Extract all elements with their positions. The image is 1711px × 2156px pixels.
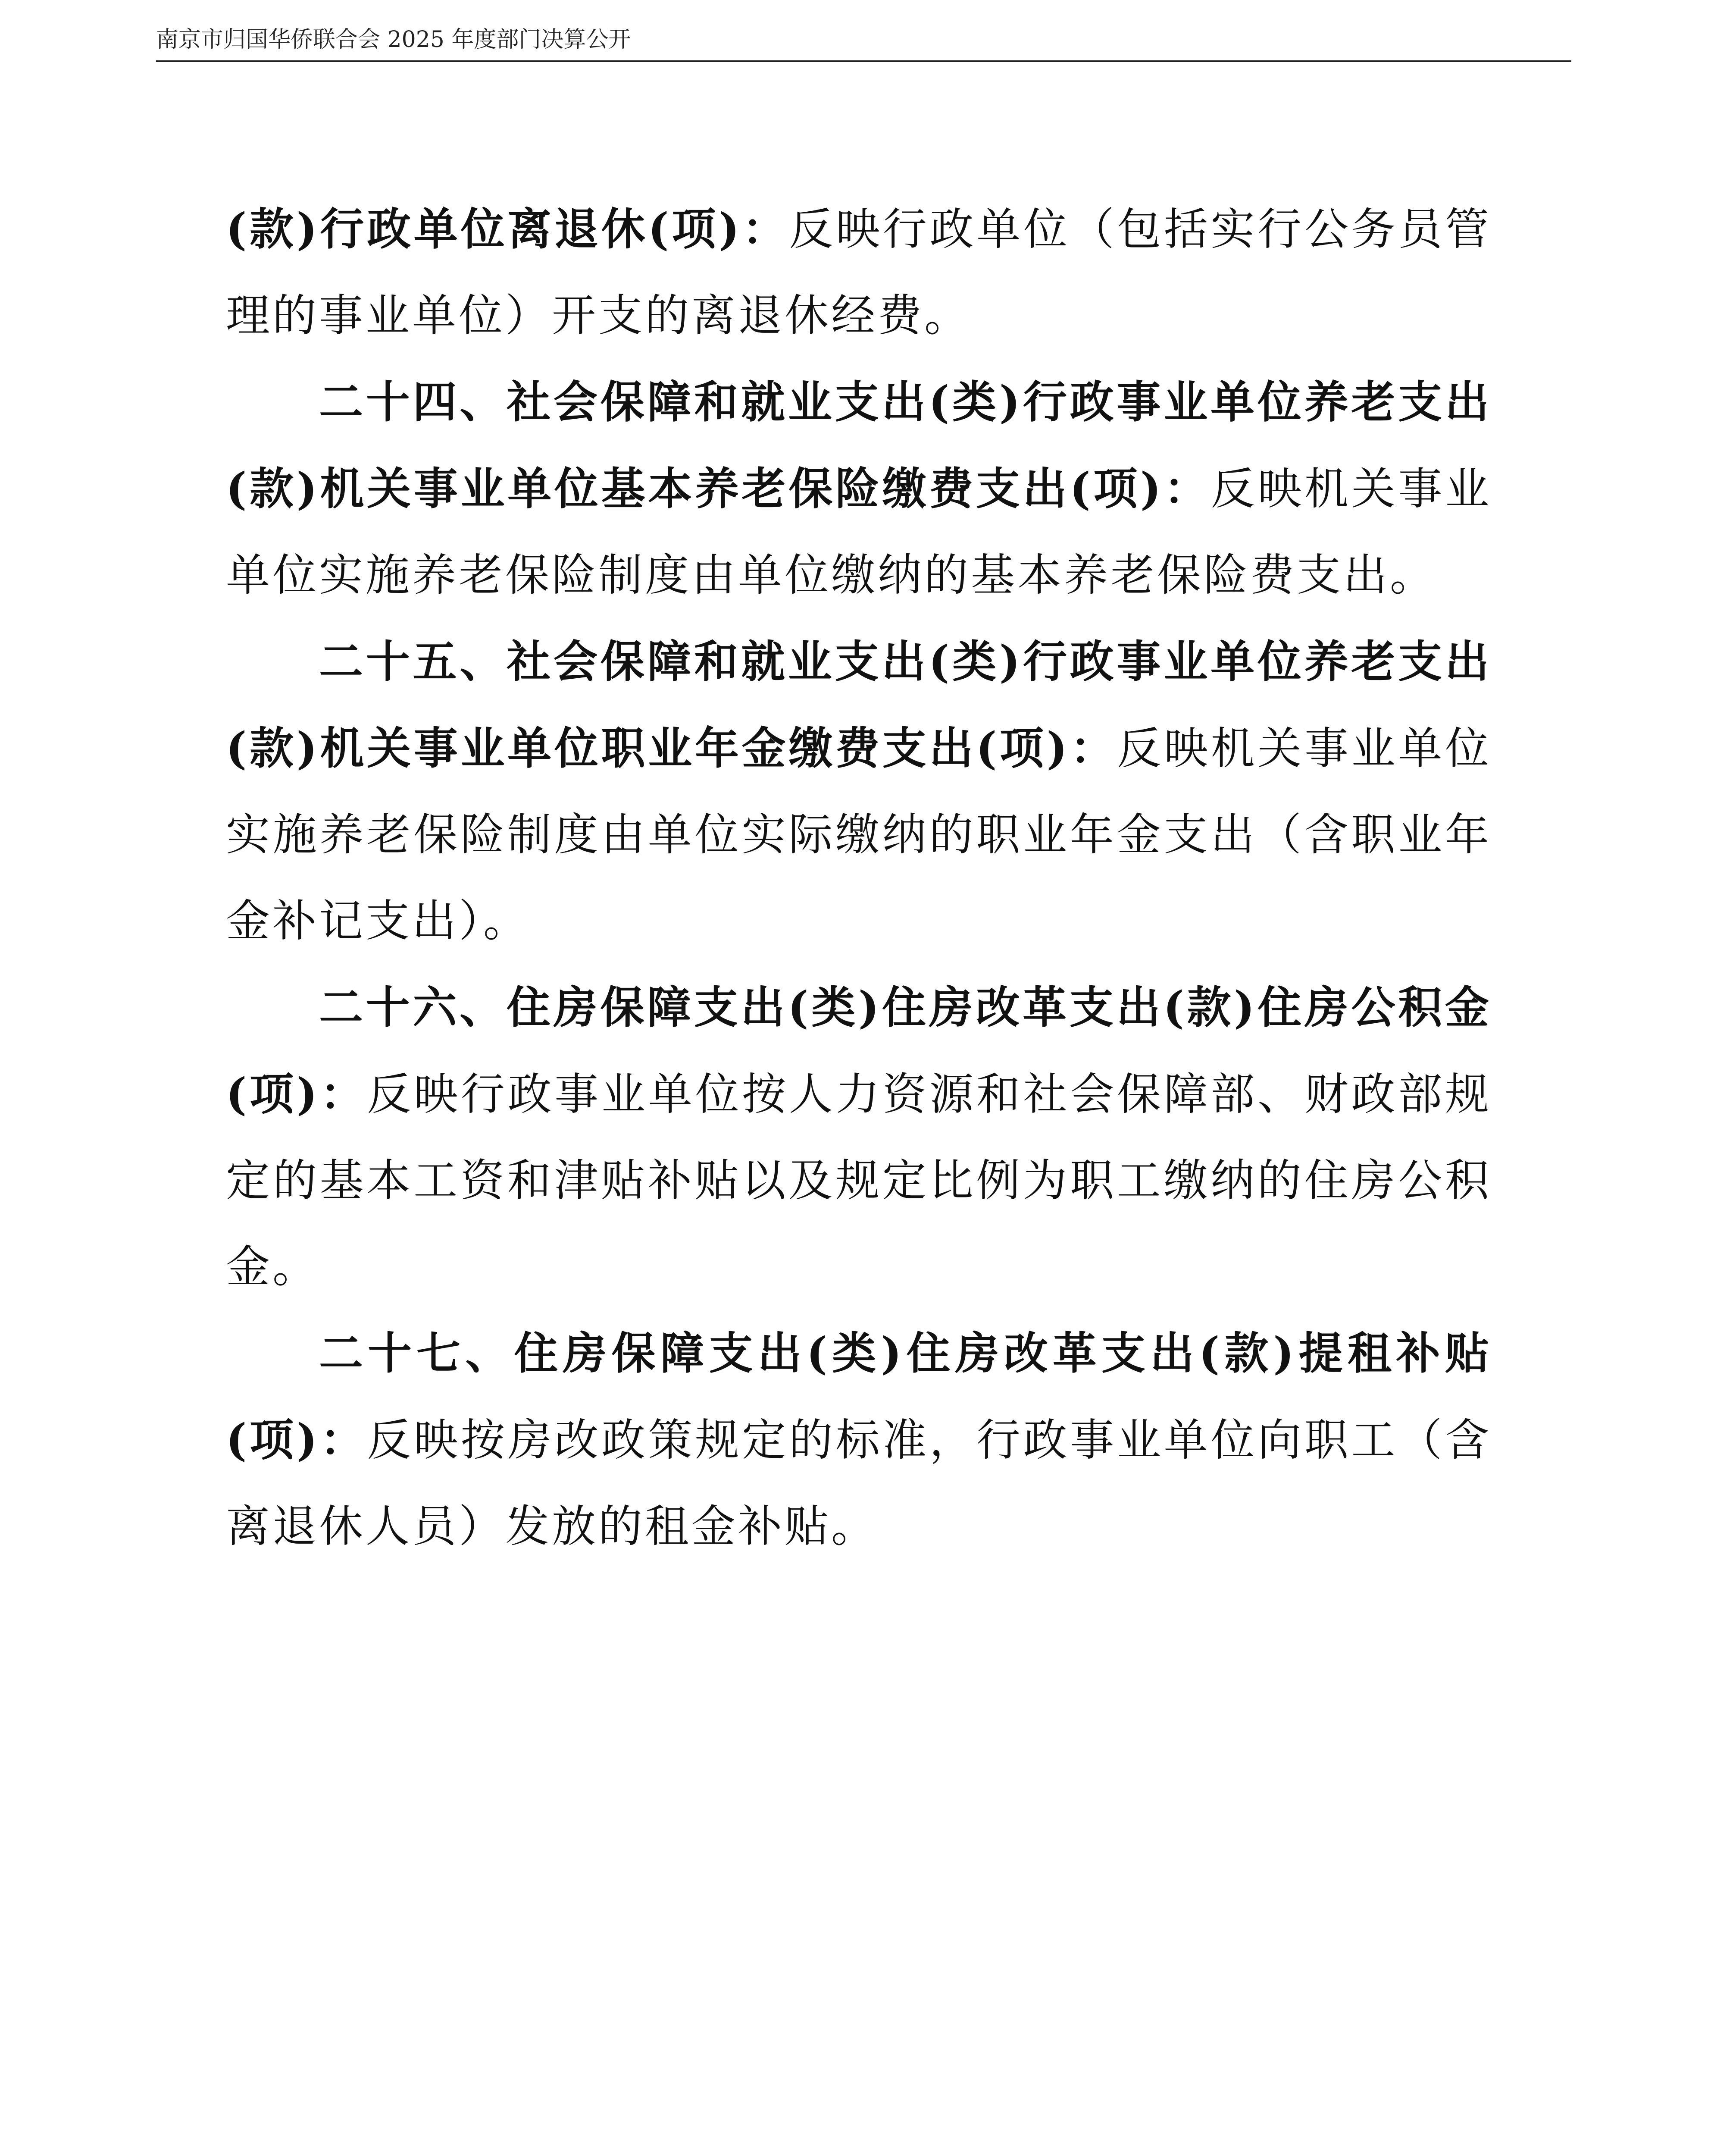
header-title: 南京市归国华侨联合会 2025 年度部门决算公开 — [156, 27, 631, 53]
paragraph-heading: 二十四、社会保障和就业支出(类)行政事业单位养老支出(款)机关事业单位基本养老保险缴费支出(项)： — [226, 376, 1492, 515]
paragraph-item-24 — [226, 359, 1492, 619]
paragraph-heading: (款)行政单位离退休(项)： — [226, 204, 789, 255]
paragraph-item-27 — [226, 1310, 1492, 1570]
paragraph-text: 反映行政单位（包括实行公务员管理的事业单位）开支的离退休经费。 — [226, 204, 1492, 342]
page-header — [156, 22, 1571, 62]
paragraph-heading: 二十六、住房保障支出(类)住房改革支出(款)住房公积金(项)： — [226, 982, 1492, 1120]
paragraph-text: 反映机关事业单位实施养老保险制度由单位缴纳的基本养老保险费支出。 — [226, 464, 1492, 601]
paragraph-heading: 二十七、住房保障支出(类)住房改革支出(款)提租补贴(项)： — [226, 1328, 1492, 1466]
document-body — [226, 186, 1492, 1570]
paragraph-text: 反映机关事业单位实施养老保险制度由单位实际缴纳的职业年金支出（含职业年金补记支出）。 — [226, 723, 1492, 947]
paragraph-heading: 二十五、社会保障和就业支出(类)行政事业单位养老支出(款)机关事业单位职业年金缴费支出(项)： — [226, 636, 1492, 774]
paragraph-text: 反映行政事业单位按人力资源和社会保障部、财政部规定的基本工资和津贴补贴以及规定比例为职工缴纳的住房公积金。 — [226, 1069, 1492, 1293]
paragraph-item-26 — [226, 965, 1492, 1310]
paragraph-item-25 — [226, 619, 1492, 965]
paragraph-text: 反映按房改政策规定的标准，行政事业单位向职工（含离退休人员）发放的租金补贴。 — [226, 1415, 1492, 1552]
paragraph-retirement-admin — [226, 186, 1492, 359]
